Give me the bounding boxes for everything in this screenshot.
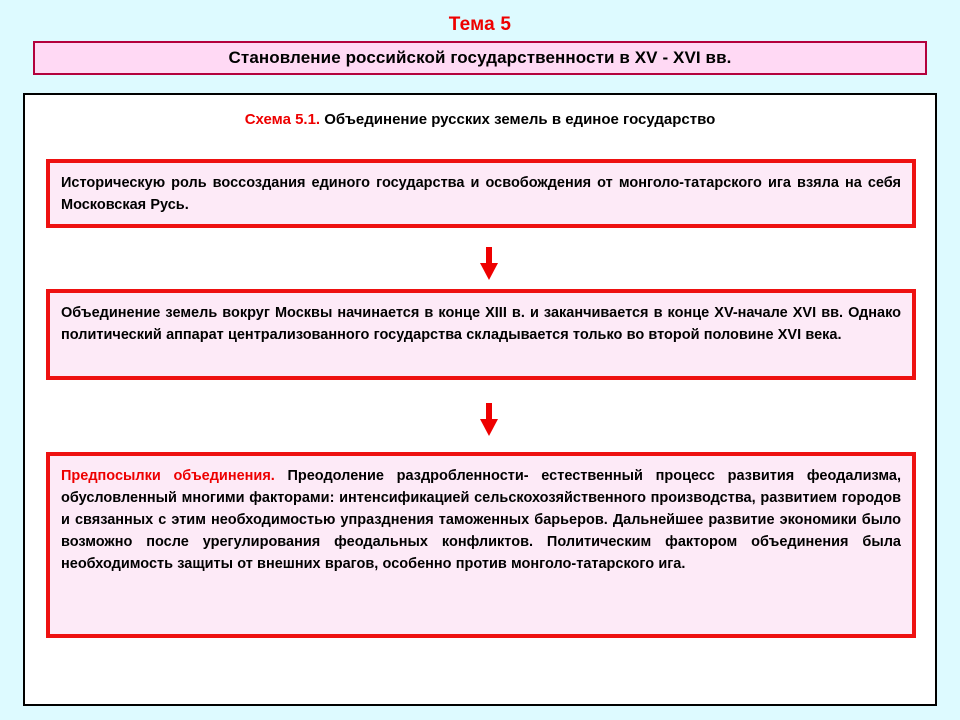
content-panel [23,93,937,706]
statement-box-1-text [61,172,901,216]
scheme-title: Объединение русских земель в единое государство [320,111,716,128]
statement-box-3-body: Преодоление раздробленности- естественный процесс развития феодализма, обусловленный многими факторами: интенсификацией сельскохозяйственного производства, развитием городов и связанных с этим необходимостью упразднения таможенных барьеров. Дальнейшее развитие экономики было возможно после урегулирования феодальных конфликтов. Политическим фактором объединения была необходимость защиты от внешних врагов, особенно против монголо-татарского ига. [61,468,901,572]
statement-box-3-text [61,465,901,575]
statement-box-1 [46,159,916,228]
scheme-caption [25,111,935,128]
theme-title: Тема 5 [448,14,512,35]
statement-box-3 [46,452,916,638]
down-arrow-icon-1 [478,247,500,281]
statement-box-2-body: Объединение земель вокруг Москвы начинается в конце XIII в. и заканчивается в конце XV-начале XVI вв. Однако политический аппарат централизованного государства складывается только во второй половине XVI века. [61,305,901,343]
statement-box-2-text [61,302,901,346]
subtitle-banner [33,41,927,75]
down-arrow-icon-2 [478,403,500,437]
scheme-number: Схема 5.1. [244,111,321,128]
statement-box-1-body: Историческую роль воссоздания единого государства и освобождения от монголо-татарского ига взяла на себя Московская Русь. [61,175,901,213]
subtitle-text: Становление российской государственности в XV - XVI вв. [228,48,732,67]
statement-box-3-accent: Предпосылки объединения. [61,468,275,484]
statement-box-2 [46,289,916,380]
